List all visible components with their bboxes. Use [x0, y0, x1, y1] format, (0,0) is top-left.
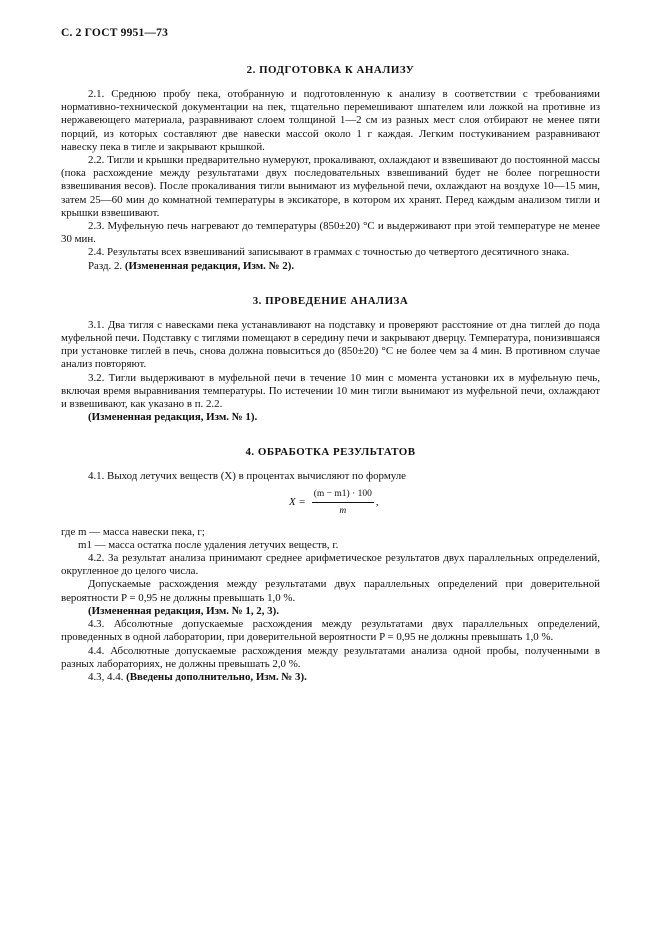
paragraph-2-1: 2.1. Среднюю пробу пека, отобранную и подготовленную к анализу в соответствии с требованиями нормативно-технической документации на пек, тщательно перемешивают шпателем или ложкой на противне из нержавеющего материала, разравнивают слоем толщиной 1—2 см из разных мест слоя отбирают не менее пяти порций, из которых составляют две навески массой около 1 г каждая. Легким постукиванием разравнивают навеску пека в тигле и закрывают крышкой.: [61, 88, 600, 153]
paragraph-4-2-tolerance: Допускаемые расхождения между результатами двух параллельных определений при доверительной вероятности P = 0,95 не должны превышать 1,0 %.: [61, 578, 600, 604]
note-bold: (Измененная редакция, Изм. № 2).: [124, 259, 295, 272]
page-header: С. 2 ГОСТ 9951—73: [61, 27, 169, 39]
formula-numerator: (m − m1) · 100: [312, 488, 374, 503]
section-4-amendment-note-2: [61, 671, 600, 684]
paragraph-3-2: 3.2. Тигли выдерживают в муфельной печи в течение 10 мин с момента установки их в муфельную печь, включая время выравнивания температуры. По истечении 10 мин тигли вынимают из муфельной печи, охлаждают и взвешивают, как указано в п. 2.2.: [61, 371, 600, 411]
note-prefix: Разд. 2.: [88, 259, 125, 272]
formula-denominator: m: [339, 505, 347, 516]
document-body: [61, 64, 600, 684]
note-bold: (Введены дополнительно, Изм. № 3).: [126, 670, 307, 683]
paragraph-3-1: 3.1. Два тигля с навесками пека устанавливают на подставку и проверяют расстояние от дна тиглей до пода муфельной печи. Подставку с тиглями помещают в середину печи и закрывают дверцу. Температура, понизившаяся при установке тиглей в печь, снова должна повыситься до (850±20) °С не более чем за 4 мин. В противном случае анализ повторяют.: [61, 318, 600, 371]
paragraph-2-2: 2.2. Тигли и крышки предварительно нумеруют, прокаливают, охлаждают и взвешивают до постоянной массы (пока расхождение между результатами двух последовательных взвешиваний будет не более погрешности взвешивания весов). После прокаливания тигли вынимают из муфельной печи, охлаждают на воздухе 10—15 мин, затем 25—60 мин до комнатной температуры в эксикаторе, в котором их хранят. Перед каждым анализом тигли и крышки взвешивают.: [61, 154, 600, 219]
variable-definition-m1: m1 — масса остатка после удаления летучих веществ, г.: [78, 538, 339, 551]
section-3-amendment-note: (Измененная редакция, Изм. № 1).: [88, 411, 258, 424]
section-2-amendment-note: [61, 260, 600, 273]
paragraph-2-4: 2.4. Результаты всех взвешиваний записывают в граммах с точностью до четвертого десятичного знака.: [88, 246, 570, 259]
formula: [289, 488, 379, 518]
section-4-amendment-note-1: (Измененная редакция, Изм. № 1, 2, 3).: [88, 604, 279, 617]
formula-lhs: X =: [289, 496, 306, 509]
formula-tail: ,: [375, 496, 379, 509]
section-3-title: 3. ПРОВЕДЕНИЕ АНАЛИЗА: [252, 294, 409, 307]
paragraph-4-3: 4.3. Абсолютные допускаемые расхождения между результатами двух параллельных определений, проведенных в одной лаборатории, при доверительной вероятности P = 0,95 не должны превышать 1,0 %.: [61, 618, 600, 644]
formula-block: [61, 486, 600, 526]
variable-definition-m: где m — масса навески пека, г;: [61, 525, 205, 538]
note-prefix: 4.3, 4.4.: [88, 670, 127, 683]
paragraph-4-2: 4.2. За результат анализа принимают среднее арифметическое результатов двух параллельных определений, округленное до целого числа.: [61, 552, 600, 578]
paragraph-4-4: 4.4. Абсолютные допускаемые расхождения между результатами анализа одной пробы, полученными в разных лабораториях, не должны превышать 2,0 %.: [61, 644, 600, 670]
paragraph-2-3: 2.3. Муфельную печь нагревают до температуры (850±20) °С и выдерживают при этой температуре не менее 30 мин.: [61, 220, 600, 246]
section-2-title: 2. ПОДГОТОВКА К АНАЛИЗУ: [246, 64, 415, 76]
formula-fraction: [312, 488, 374, 518]
section-4-title: 4. ОБРАБОТКА РЕЗУЛЬТАТОВ: [245, 446, 416, 459]
paragraph-4-1: 4.1. Выход летучих веществ (X) в процентах вычисляют по формуле: [88, 470, 406, 483]
